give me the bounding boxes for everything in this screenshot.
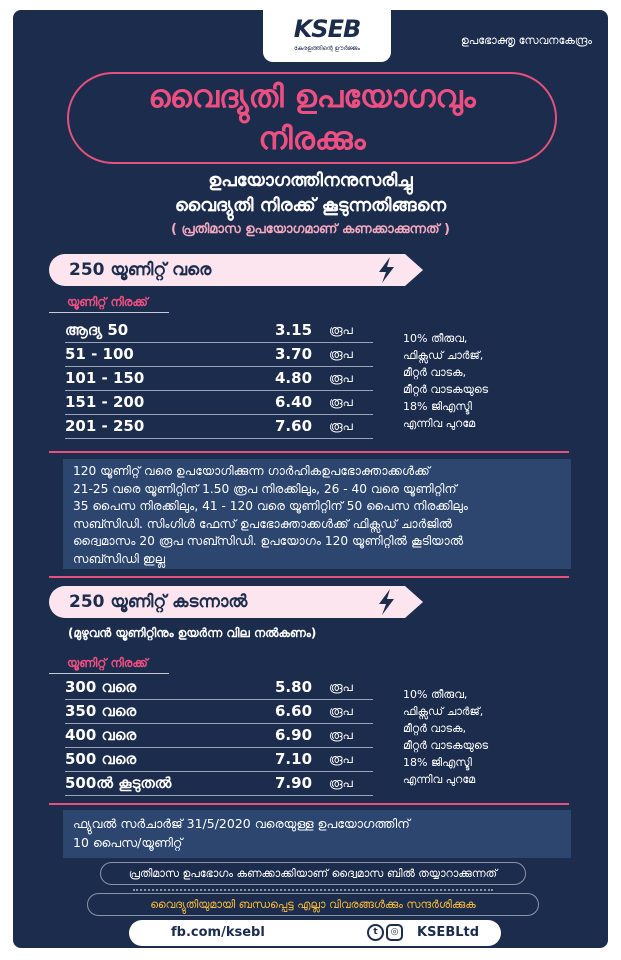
rate-row-unit: രൂപ: [329, 728, 353, 742]
section2-divider: [49, 576, 569, 578]
rate-row-range: 51 - 100: [65, 345, 134, 363]
social-handle[interactable]: KSEBLtd: [417, 925, 480, 940]
rate-row-price: 6.40: [275, 393, 313, 411]
subsidy-line: 35 പൈസ നിരക്കിലും, 41 - 120 വരെ യൂണിറ്റിന് 50 പൈസ നിരക്കിലും: [73, 499, 469, 514]
section2-full-price-note: (മുഴുവൻ യൂണിറ്റിനും ഉയർന്ന വില നൽകണം): [68, 626, 317, 640]
side-note-line: 18% ജിഎസ്ടി: [403, 756, 472, 769]
logo-text: KSEB: [293, 15, 361, 43]
title-box: [67, 72, 557, 164]
side-note-line: മീറ്റർ വാടക,: [403, 722, 467, 735]
lightning-bolt-icon: [371, 587, 401, 617]
rate-row-range: 400 വരെ: [65, 726, 137, 744]
side-note-line: മീറ്റർ വാടകയുടെ: [403, 739, 489, 752]
section2-rate-label: യൂണിറ്റ് നിരക്ക്: [67, 656, 148, 670]
side-note-line: ഫിക്സഡ് ചാർജ്,: [403, 705, 484, 718]
rate-row: [65, 748, 373, 772]
rate-row-price: 6.60: [275, 702, 313, 720]
section2-side-note: [403, 686, 488, 788]
rate-row-range: ആദ്യ 50: [65, 321, 129, 339]
section1-rate-label: യൂണിറ്റ് നിരക്ക്: [67, 295, 148, 309]
section1-banner-arrow: [405, 254, 423, 286]
rate-row-unit: രൂപ: [329, 347, 353, 361]
fuel-surcharge-box: [63, 810, 571, 858]
section1-banner: [49, 254, 405, 286]
side-note-line: എന്നിവ പുറമേ: [403, 417, 476, 430]
subsidy-line: സബ്സിഡി ഇല്ല: [73, 551, 166, 566]
side-note-line: 18% ജിഎസ്ടി: [403, 400, 472, 413]
rate-row: [65, 724, 373, 748]
rate-row-price: 5.80: [275, 678, 313, 696]
fuel-surcharge-line-1: ഫ്യുവൽ സർചാർജ് 31/5/2020 വരെയുള്ള ഉപയോഗത്തിന്: [73, 816, 410, 831]
rate-row: [65, 343, 373, 367]
service-center-label: ഉപഭോക്തൃ സേവനകേന്ദ്രം: [460, 34, 592, 47]
rate-row-range: 500ൽ കൂടുതൽ: [65, 774, 172, 792]
rate-row: [65, 391, 373, 415]
rate-row-range: 300 വരെ: [65, 678, 137, 696]
billing-note: പ്രതിമാസ ഉപഭോഗം കണക്കാക്കിയാണ് ദ്വൈമാസ ബിൽ തയ്യാറാക്കുന്നത്: [100, 862, 526, 885]
rate-row-unit: രൂപ: [329, 776, 353, 790]
title-line-2: നിരക്കും: [258, 121, 366, 157]
footer-bar: [129, 920, 501, 946]
rate-row: [65, 319, 373, 343]
rate-row-price: 7.10: [275, 750, 313, 768]
side-note-line: ഫിക്സഡ് ചാർജ്,: [403, 349, 484, 362]
rate-row-range: 201 - 250: [65, 417, 145, 435]
section2-banner: [49, 586, 405, 618]
fuel-surcharge-line-2: 10 പൈസ/യൂണിറ്റ്: [73, 835, 183, 850]
lightning-bolt-icon: [371, 255, 401, 285]
subsidy-line: 120 യൂണിറ്റ് വരെ ഉപയോഗിക്കുന്ന ഗാർഹികഉപഭോക്താക്കൾക്ക്: [73, 464, 430, 478]
side-note-line: എന്നിവ പുറമേ: [403, 773, 476, 786]
subsidy-box: [63, 459, 571, 569]
instagram-icon[interactable]: ◎: [386, 924, 403, 941]
rate-row: [65, 772, 373, 796]
rate-row-price: 6.90: [275, 726, 313, 744]
visit-note: വൈദ്യുതിയുമായി ബന്ധപ്പെട്ട എല്ലാ വിവരങ്ങൾക്കും സന്ദർശിക്കുക: [87, 893, 539, 916]
rate-row-unit: രൂപ: [329, 371, 353, 385]
subsidy-line: ദ്വൈമാസം 20 രൂപ സബ്സിഡി. ഉപയോഗം 120 യൂണിറ്റിൽ കൂടിയാൽ: [73, 534, 464, 549]
subtitle-line-2: വൈദ്യുതി നിരക്ക് കൂടുന്നതിങ്ങനെ: [174, 195, 447, 216]
dotted-divider: [133, 887, 493, 891]
subsidy-line: സബ്സിഡി. സിംഗിൾ ഫേസ് ഉപഭോക്താക്കൾക്ക് ഫിക്സഡ് ചാർജിൽ: [73, 516, 453, 531]
section1-rate-underline: [49, 312, 169, 313]
twitter-icon[interactable]: t: [367, 924, 384, 941]
rate-row-range: 350 വരെ: [65, 702, 137, 720]
section1-banner-text: 250 യൂണിറ്റ് വരെ: [69, 260, 212, 280]
subtitle-line-1: ഉപയോഗത്തിനനുസരിച്ചു: [208, 170, 413, 191]
logo-tagline: കേരളത്തിന്റെ ഊർജ്ജം: [294, 45, 360, 52]
rate-row-range: 151 - 200: [65, 393, 145, 411]
social-icons: [367, 924, 405, 950]
rate-row: [65, 676, 373, 700]
section1-divider: [49, 451, 569, 453]
rate-row: [65, 700, 373, 724]
section2-banner-arrow: [405, 586, 423, 618]
section2-bottom-divider: [49, 803, 569, 805]
kseb-logo: [263, 10, 391, 62]
rate-row-range: 500 വരെ: [65, 750, 137, 768]
section2-banner-text: 250 യൂണിറ്റ് കടന്നാൽ: [69, 592, 248, 612]
rate-row-range: 101 - 150: [65, 369, 145, 387]
side-note-line: മീറ്റർ വാടക,: [403, 366, 467, 379]
rate-row: [65, 415, 373, 439]
monthly-usage-note: ( പ്രതിമാസ ഉപയോഗമാണ് കണക്കാക്കുന്നത് ): [170, 222, 450, 237]
side-note-line: 10% തീരുവ,: [403, 688, 468, 701]
rate-row-unit: രൂപ: [329, 680, 353, 694]
rate-row: [65, 367, 373, 391]
facebook-link[interactable]: fb.com/ksebl: [171, 925, 265, 940]
rate-row-price: 3.15: [275, 321, 313, 339]
rate-row-unit: രൂപ: [329, 752, 353, 766]
title-line-1: വൈദ്യുതി ഉപയോഗവും: [148, 79, 476, 115]
poster: [13, 10, 608, 948]
subsidy-line: 21-25 വരെ യൂണിറ്റിന് 1.50 രൂപ നിരക്കിലും, 26 - 40 വരെ യൂണിറ്റിന്: [73, 481, 457, 496]
rate-row-unit: രൂപ: [329, 395, 353, 409]
rate-row-unit: രൂപ: [329, 419, 353, 433]
rate-row-unit: രൂപ: [329, 704, 353, 718]
rate-row-price: 7.60: [275, 417, 313, 435]
side-note-line: മീറ്റർ വാടകയുടെ: [403, 383, 489, 396]
section2-rate-underline: [49, 673, 169, 674]
rate-row-price: 7.90: [275, 774, 313, 792]
rate-row-price: 4.80: [275, 369, 313, 387]
section1-side-note: [403, 330, 488, 432]
side-note-line: 10% തീരുവ,: [403, 332, 468, 345]
rate-row-unit: രൂപ: [329, 323, 353, 337]
rate-row-price: 3.70: [275, 345, 313, 363]
